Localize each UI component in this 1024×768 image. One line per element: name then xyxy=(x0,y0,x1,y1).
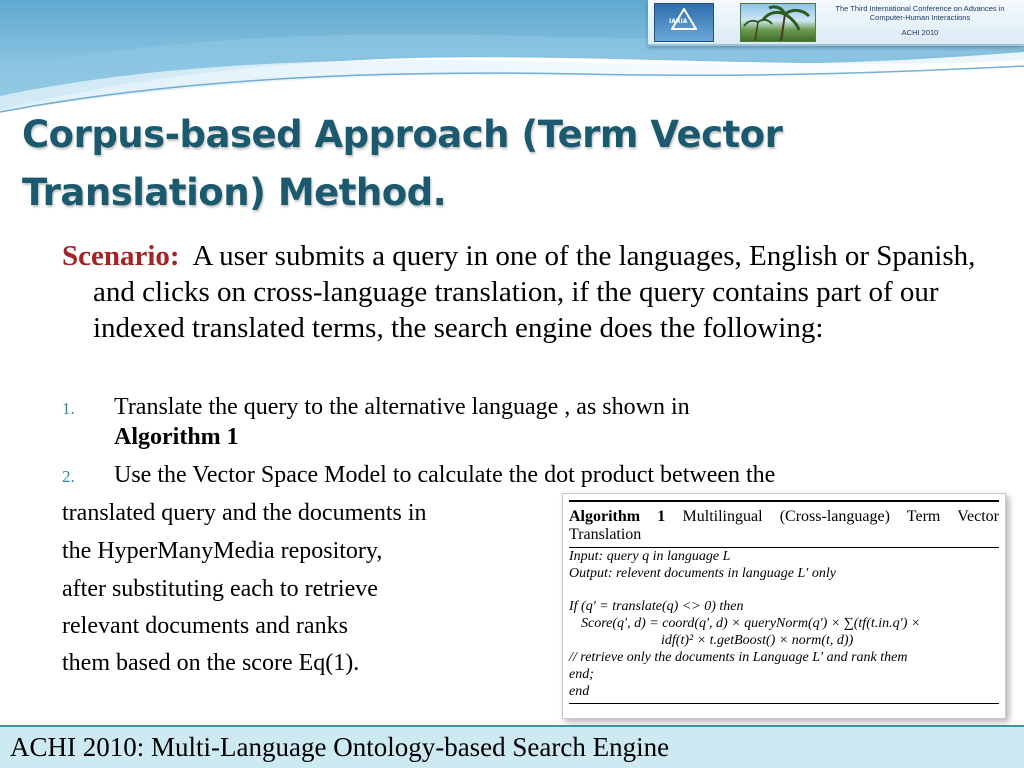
continuation-line-1: translated query and the documents in xyxy=(62,500,427,526)
list-item-1-bold: Algorithm 1 xyxy=(114,424,239,450)
conference-line-2: Computer-Human Interactions xyxy=(869,13,971,22)
scenario-paragraph xyxy=(62,238,993,346)
algorithm-heading-bold: Algorithm 1 xyxy=(569,508,666,525)
title-line-1: Corpus-based Approach (Term Vector xyxy=(22,113,783,156)
logo-text: IARIA xyxy=(669,18,688,25)
footer-text: ACHI 2010: Multi-Language Ontology-based Search Engine xyxy=(10,732,670,762)
palm-tree-photo xyxy=(740,3,816,42)
algorithm-box xyxy=(562,493,1006,719)
list-item-2-text: Use the Vector Space Model to calculate the dot product between the xyxy=(114,462,776,488)
algorithm-score-line-2: idf(t)² × t.getBoost() × norm(t, d)) xyxy=(661,633,854,648)
algorithm-input: Input: query q in language L xyxy=(569,549,731,564)
conference-line-1: The Third International Conference on Advances in xyxy=(835,4,1005,13)
conference-short-name: ACHI 2010 xyxy=(901,28,939,37)
algorithm-heading xyxy=(569,502,999,546)
slide-title xyxy=(22,106,1002,222)
continuation-line-3: after substituting each to retrieve xyxy=(62,576,378,602)
conference-header xyxy=(648,0,1024,46)
algorithm-end-1: end; xyxy=(569,667,594,682)
title-line-2: Translation) Method. xyxy=(22,171,447,214)
scenario-label: Scenario: xyxy=(62,240,180,272)
continuation-line-2: the HyperManyMedia repository, xyxy=(62,538,383,564)
algorithm-if-line: If (q′ = translate(q) <> 0) then xyxy=(569,599,744,614)
algorithm-heading-text: Multilingual (Cross-language) Term Vector Translation xyxy=(569,508,1000,543)
list-number-1: 1. xyxy=(62,399,75,418)
algorithm-output: Output: relevent documents in language L′ only xyxy=(569,566,836,581)
conference-title xyxy=(820,4,1020,37)
algorithm-comment: // retrieve only the documents in Language L′ and rank them xyxy=(569,650,908,665)
continuation-line-5: them based on the score Eq(1). xyxy=(62,650,360,676)
algorithm-bottom-rule xyxy=(569,703,999,704)
algorithm-score-line-1: Score(q′, d) = coord(q′, d) × queryNorm(q′) × ∑(tf(t.in.q′) × xyxy=(581,616,921,631)
list-number-2: 2. xyxy=(62,467,75,486)
footer-bar xyxy=(0,725,1024,768)
continuation-line-4: relevant documents and ranks xyxy=(62,613,348,639)
palm-tree-icon xyxy=(741,4,815,41)
scenario-text: A user submits a query in one of the languages, English or Spanish, and clicks on cross-language translation, if the query contains part of our indexed translated terms, the search engine does the following: xyxy=(93,240,976,344)
algorithm-end-2: end xyxy=(569,684,590,699)
list-item-1-text: Translate the query to the alternative language , as shown in xyxy=(114,394,690,420)
conference-logo xyxy=(654,3,714,42)
